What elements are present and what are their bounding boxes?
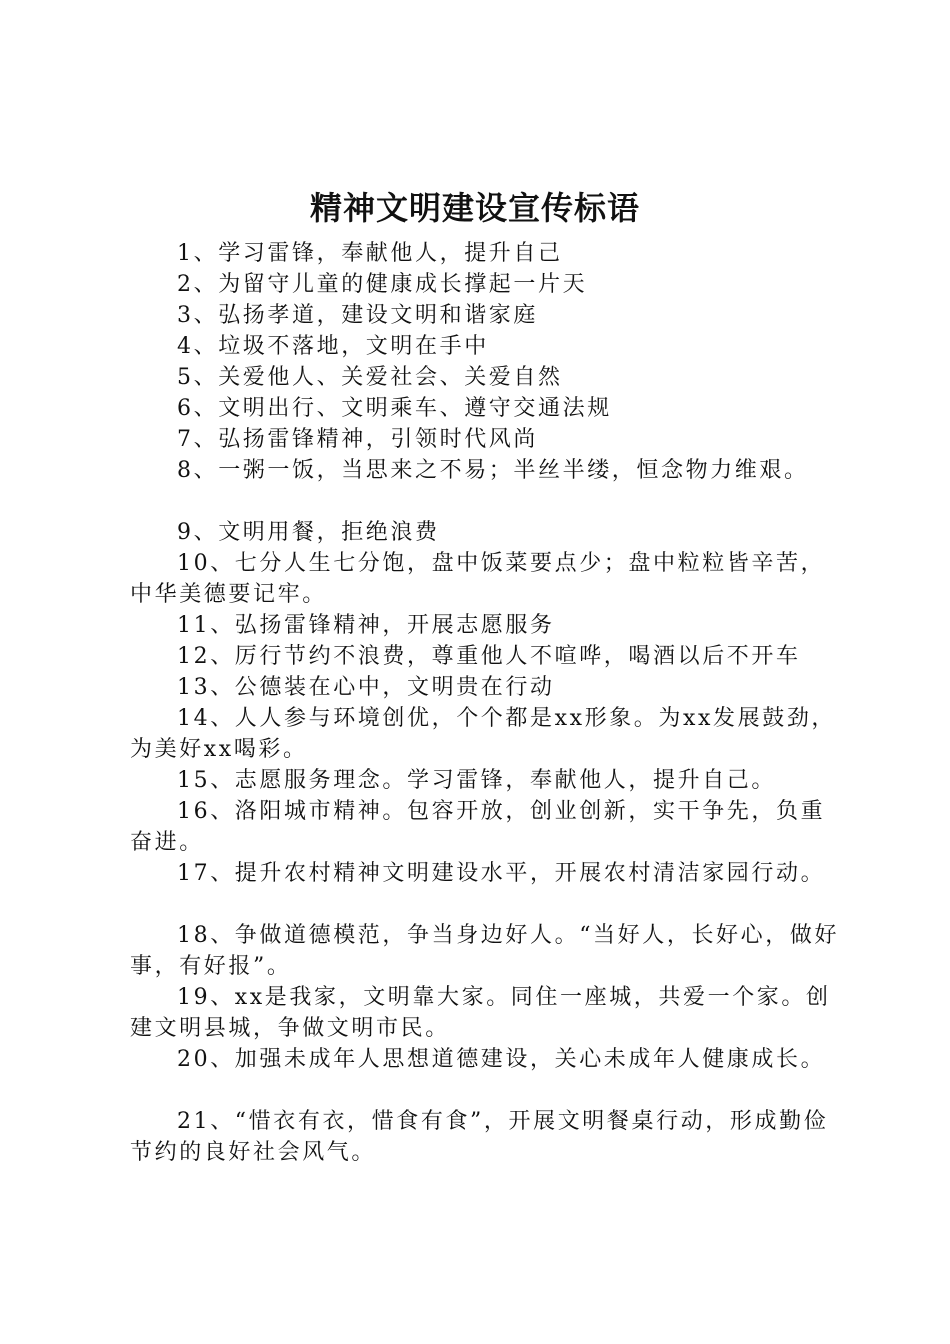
slogan-item: 16、洛阳城市精神。包容开放，创业创新，实干争先，负重奋进。 [130, 799, 826, 855]
slogan-item: 17、提升农村精神文明建设水平，开展农村清洁家园行动。 [177, 861, 826, 886]
slogan-item: 19、xx是我家，文明靠大家。同住一座城，共爱一个家。创建文明县城，争做文明市民。 [130, 985, 831, 1041]
slogan-item: 9、文明用餐，拒绝浪费 [177, 520, 440, 545]
slogan-item: 20、加强未成年人思想道德建设，关心未成年人健康成长。 [177, 1047, 826, 1072]
slogan-item: 4、垃圾不落地，文明在手中 [177, 334, 489, 359]
slogan-item: 13、公德装在心中，文明贵在行动 [177, 675, 555, 700]
slogan-item: 7、弘扬雷锋精神，引领时代风尚 [177, 427, 538, 452]
slogan-item: 15、志愿服务理念。学习雷锋，奉献他人，提升自己。 [177, 768, 776, 793]
slogan-item: 2、为留守儿童的健康成长撑起一片天 [177, 272, 588, 297]
slogan-item: 21、“惜衣有衣，惜食有食”，开展文明餐桌行动，形成勤俭节约的良好社会风气。 [130, 1109, 829, 1165]
slogan-item: 18、争做道德模范，争当身边好人。“当好人，长好心，做好事，有好报”。 [130, 923, 840, 979]
slogan-item: 8、一粥一饭，当思来之不易；半丝半缕，恒念物力维艰。 [177, 458, 809, 483]
slogan-list [130, 238, 845, 1168]
slogan-item: 3、弘扬孝道，建设文明和谐家庭 [177, 303, 538, 328]
slogan-item: 14、人人参与环境创优，个个都是xx形象。为xx发展鼓劲，为美好xx喝彩。 [130, 706, 837, 762]
slogan-item: 10、七分人生七分饱，盘中饭菜要点少；盘中粒粒皆辛苦，中华美德要记牢。 [130, 551, 826, 607]
document-title: 精神文明建设宣传标语 [309, 189, 640, 227]
slogan-item: 6、文明出行、文明乘车、遵守交通法规 [177, 396, 612, 421]
slogan-item: 11、弘扬雷锋精神，开展志愿服务 [177, 613, 555, 638]
slogan-item: 1、学习雷锋，奉献他人，提升自己 [177, 241, 563, 266]
slogan-item: 5、关爱他人、关爱社会、关爱自然 [177, 365, 563, 390]
slogan-item: 12、厉行节约不浪费，尊重他人不喧哗，喝酒以后不开车 [177, 644, 801, 669]
